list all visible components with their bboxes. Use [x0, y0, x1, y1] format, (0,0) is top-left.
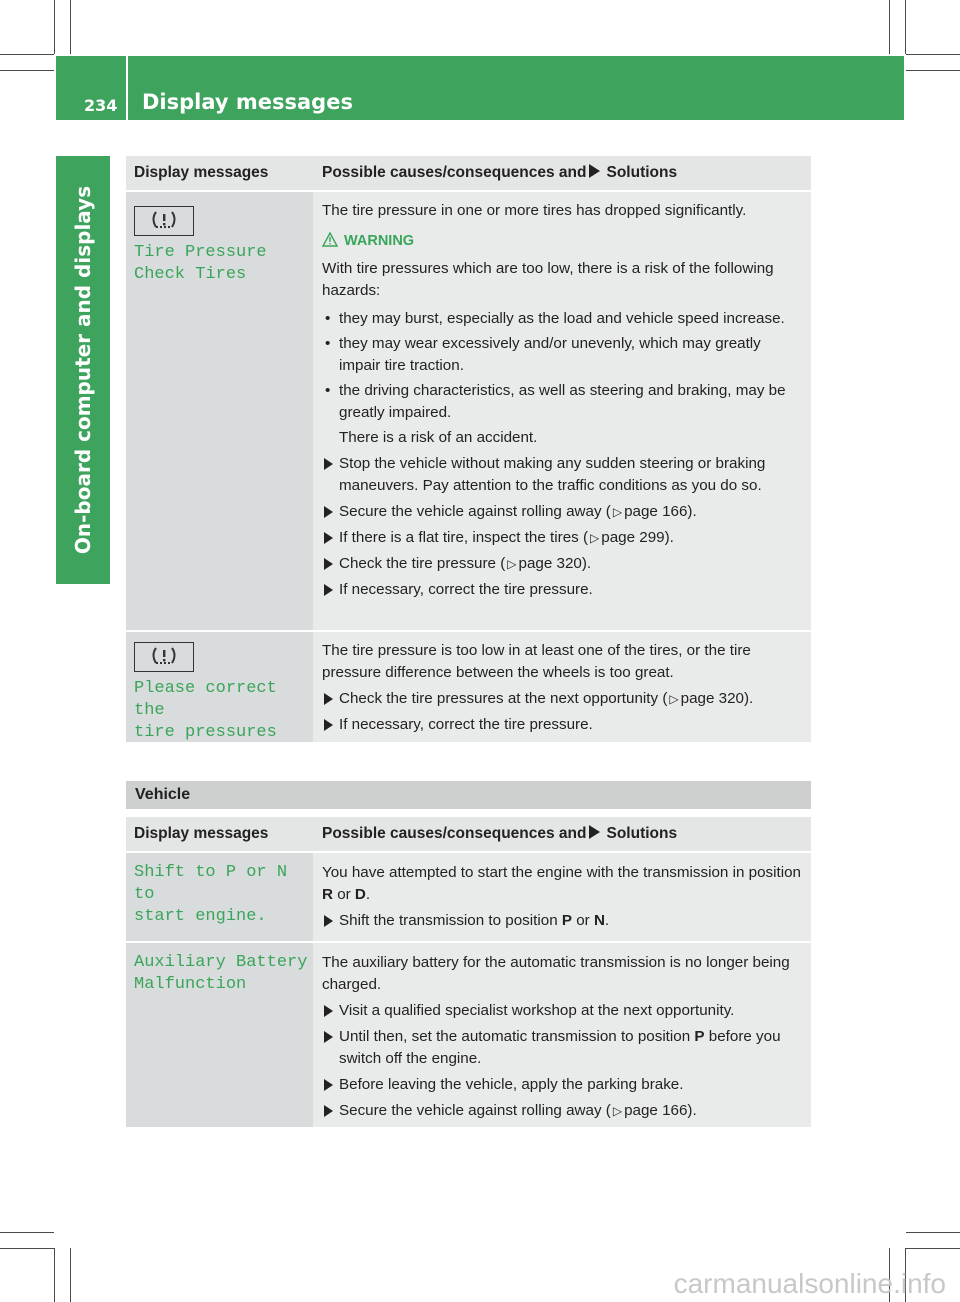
tire-table — [126, 156, 811, 744]
crop-mark — [906, 54, 960, 55]
step-item: Stop the vehicle without making any sudden steering or braking maneuvers. Pay attention to the traffic conditions as you do so. — [322, 453, 803, 497]
solution-cell — [313, 853, 811, 941]
message-cell — [126, 192, 313, 630]
risk-text: There is a risk of an accident. — [339, 429, 538, 446]
list-item: • they may wear excessively and/or unevenly, which may greatly impair tire traction. — [322, 333, 803, 377]
step-item: If necessary, correct the tire pressure. — [322, 579, 803, 601]
message-cell — [126, 632, 313, 742]
cause-text: You have attempted to start the engine with the transmission in position R or D. — [322, 864, 801, 903]
side-tab-label: On-board computer and displays — [71, 185, 95, 555]
header-separator — [126, 56, 128, 120]
crop-mark — [905, 0, 906, 54]
page-ref-link[interactable]: page 299). — [601, 529, 674, 546]
step-item: If necessary, correct the tire pressure. — [322, 714, 803, 736]
page-ref-icon: ▷ — [612, 505, 623, 519]
col-header-causes: Possible causes/consequences and Solutions — [313, 817, 811, 851]
step-item: Shift the transmission to position P or N. — [322, 910, 803, 932]
cause-text: The tire pressure is too low in at least one of the tires, or the tire pressure difference between the wheels is too great. — [322, 642, 751, 681]
crop-mark — [906, 1232, 960, 1233]
message-line: Auxiliary Battery — [134, 953, 308, 972]
table-row — [126, 853, 811, 943]
col-header-messages: Display messages — [126, 817, 313, 851]
step-item: Visit a qualified specialist workshop at the next opportunity. — [322, 1000, 803, 1022]
page-ref-link[interactable]: page 166). — [624, 1102, 697, 1119]
crop-mark — [0, 70, 54, 71]
col-header-messages: Display messages — [126, 156, 313, 190]
page-number: 234 — [84, 96, 118, 115]
section-heading-vehicle: Vehicle — [126, 781, 811, 809]
message-cell — [126, 943, 313, 1127]
cause-text: The auxiliary battery for the automatic transmission is no longer being charged. — [322, 954, 790, 993]
tire-pressure-icon — [134, 206, 194, 236]
triangle-right-icon — [589, 164, 600, 178]
step-item: Check the tire pressure ( ▷ page 320). — [322, 553, 803, 575]
crop-mark — [889, 0, 890, 54]
page-ref-icon: ▷ — [612, 1104, 623, 1118]
table-row — [126, 943, 811, 1129]
tire-pressure-icon — [134, 642, 194, 672]
crop-mark — [54, 0, 55, 54]
table-row — [126, 632, 811, 744]
message-cell — [126, 853, 313, 941]
page-ref-icon: ▷ — [590, 531, 600, 545]
message-line: start engine. — [134, 907, 267, 926]
message-line: tire pressures — [134, 723, 277, 742]
step-item: Secure the vehicle against rolling away ( ▷ page 166). — [322, 501, 803, 523]
step-item: Check the tire pressures at the next opportunity ( ▷ page 320). — [322, 688, 803, 710]
step-item: If there is a flat tire, inspect the tires ( ▷ page 299). — [322, 527, 803, 549]
list-item: • they may burst, especially as the load and vehicle speed increase. — [322, 308, 803, 330]
crop-mark — [0, 1248, 54, 1249]
solution-cell — [313, 943, 811, 1127]
page-ref-icon: ▷ — [507, 557, 517, 571]
list-item: • the driving characteristics, as well as steering and braking, may be greatly impaired. — [322, 380, 803, 424]
crop-mark — [906, 1248, 960, 1249]
page-title: Display messages — [142, 90, 353, 114]
crop-mark — [70, 1248, 71, 1302]
message-line: Malfunction — [134, 975, 247, 994]
message-line: Tire Pressure — [134, 243, 267, 262]
message-line: Please correct the — [134, 679, 277, 720]
warning-heading: WARNING — [322, 230, 803, 252]
step-item: Before leaving the vehicle, apply the parking brake. — [322, 1074, 803, 1096]
page-ref-link[interactable]: page 320). — [518, 555, 592, 572]
step-item: Secure the vehicle against rolling away ( ▷ page 166). — [322, 1100, 803, 1122]
page-ref-link[interactable]: page 320). — [680, 690, 754, 707]
col-header-causes: Possible causes/consequences and Solutions — [313, 156, 811, 190]
table-row — [126, 192, 811, 632]
message-line: Check Tires — [134, 265, 247, 284]
table-header-row — [126, 817, 811, 853]
triangle-right-icon — [589, 825, 600, 839]
warning-triangle-icon — [322, 232, 338, 247]
warning-text: With tire pressures which are too low, there is a risk of the following hazards: — [322, 260, 774, 299]
cause-text: The tire pressure in one or more tires has dropped significantly. — [322, 202, 747, 219]
solution-cell — [313, 192, 811, 630]
crop-mark — [906, 70, 960, 71]
table-header-row — [126, 156, 811, 192]
watermark: carmanualsonline.info — [673, 1268, 946, 1299]
solution-cell — [313, 632, 811, 742]
page-ref-icon: ▷ — [669, 692, 679, 706]
vehicle-table — [126, 817, 811, 1129]
message-line: Shift to P or N to — [134, 863, 288, 904]
step-item: Until then, set the automatic transmission to position P before you switch off the engine. — [322, 1026, 803, 1070]
crop-mark — [0, 54, 54, 55]
crop-mark — [54, 1248, 55, 1302]
page-ref-link[interactable]: page 166). — [624, 503, 697, 520]
crop-mark — [0, 1232, 54, 1233]
crop-mark — [70, 0, 71, 54]
